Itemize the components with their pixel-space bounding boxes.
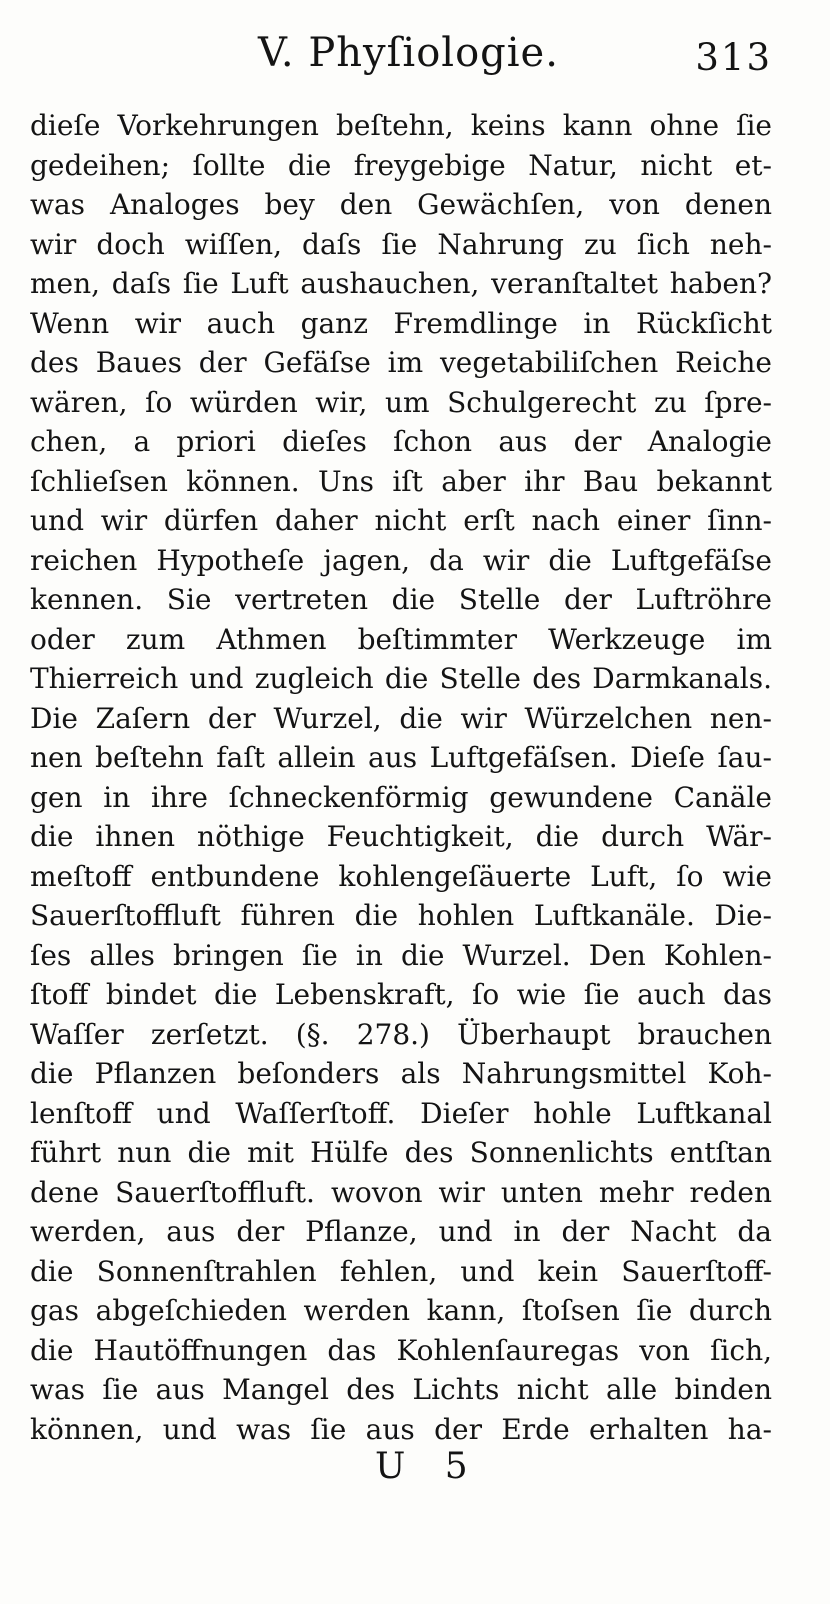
text-line: die Sonnenſtrahlen fehlen, und kein Sauerſtoff- — [30, 1254, 772, 1288]
text-line: und wir dürfen daher nicht erſt nach einer ſinn- — [30, 504, 772, 537]
text-line: führt nun die mit Hülfe des Sonnenlichts entſtan — [30, 1136, 772, 1169]
text-line: werden, aus der Pflanze, und in der Nacht da — [30, 1215, 772, 1248]
text-line: gas abgeſchieden werden kann, ſtoſsen ſie durch — [30, 1294, 772, 1327]
section-title: V. Phyſiologie. — [258, 30, 559, 76]
text-line: ſes alles bringen ſie in die Wurzel. Den Kohlen- — [30, 938, 772, 972]
catchword-signature: U 5 — [375, 1446, 482, 1487]
text-line: Die Zaſern der Wurzel, die wir Würzelchen nen- — [30, 701, 772, 735]
text-line: dieſe Vorkehrungen beſtehn, keins kann ohne ſie — [30, 109, 772, 142]
page-number: 313 — [695, 36, 772, 79]
text-line: die Hautöffnungen das Kohlenſauregas von ſich, — [30, 1333, 772, 1367]
text-line: lenſtoff und Waſſerſtoff. Dieſer hohle Luftkanal — [30, 1096, 772, 1130]
text-line: gen in ihre ſchneckenförmig gewundene Canäle — [30, 780, 772, 814]
text-line: men, daſs ſie Luft aushauchen, veranſtaltet haben? — [30, 267, 772, 300]
text-line: Wenn wir auch ganz Fremdlinge in Rückſicht — [30, 306, 772, 340]
text-line: meſtoff entbundene kohlengeſäuerte Luft, ſo wie — [30, 859, 772, 893]
text-line: des Baues der Gefäſse im vegetabiliſchen Reiche — [30, 346, 772, 379]
text-line: reichen Hypotheſe jagen, da wir die Luftgefäſse — [30, 543, 772, 577]
body-text — [30, 106, 772, 1449]
text-line: die Pflanzen beſonders als Nahrungsmittel Koh- — [30, 1057, 772, 1090]
text-line: gedeihen; ſollte die freygebige Natur, nicht et- — [30, 148, 772, 182]
text-line: Waſſer zerſetzt. (§. 278.) Überhaupt brauchen — [30, 1017, 772, 1051]
text-line: ſtoff bindet die Lebenskraft, ſo wie ſie auch das — [30, 978, 772, 1011]
text-line: Thierreich und zugleich die Stelle des Darmkanals. — [30, 662, 772, 695]
running-head — [0, 30, 830, 90]
text-line: kennen. Sie vertreten die Stelle der Luftröhre — [30, 583, 772, 616]
text-line: wären, ſo würden wir, um Schulgerecht zu ſpre- — [30, 385, 772, 419]
text-line: wir doch wiſſen, daſs ſie Nahrung zu ſich neh- — [30, 227, 772, 261]
text-line: die ihnen nöthige Feuchtigkeit, die durch Wär- — [30, 820, 772, 853]
text-line: ſchlieſsen können. Uns iſt aber ihr Bau bekannt — [30, 464, 772, 498]
text-line: was Analoges bey den Gewächſen, von denen — [30, 188, 772, 221]
text-line: nen beſtehn faſt allein aus Luftgefäſsen. Dieſe ſau- — [30, 741, 772, 774]
text-line: was ſie aus Mangel des Lichts nicht alle binden — [30, 1373, 772, 1406]
text-line: oder zum Athmen beſtimmter Werkzeuge im — [30, 622, 772, 656]
text-line: chen, a priori dieſes ſchon aus der Analogie — [30, 425, 772, 458]
text-line: dene Sauerſtoffluft. wovon wir unten mehr reden — [30, 1175, 772, 1209]
text-line: Sauerſtoffluft führen die hohlen Luftkanäle. Die- — [30, 899, 772, 932]
text-line: können, und was ſie aus der Erde erhalten ha- — [30, 1412, 772, 1446]
